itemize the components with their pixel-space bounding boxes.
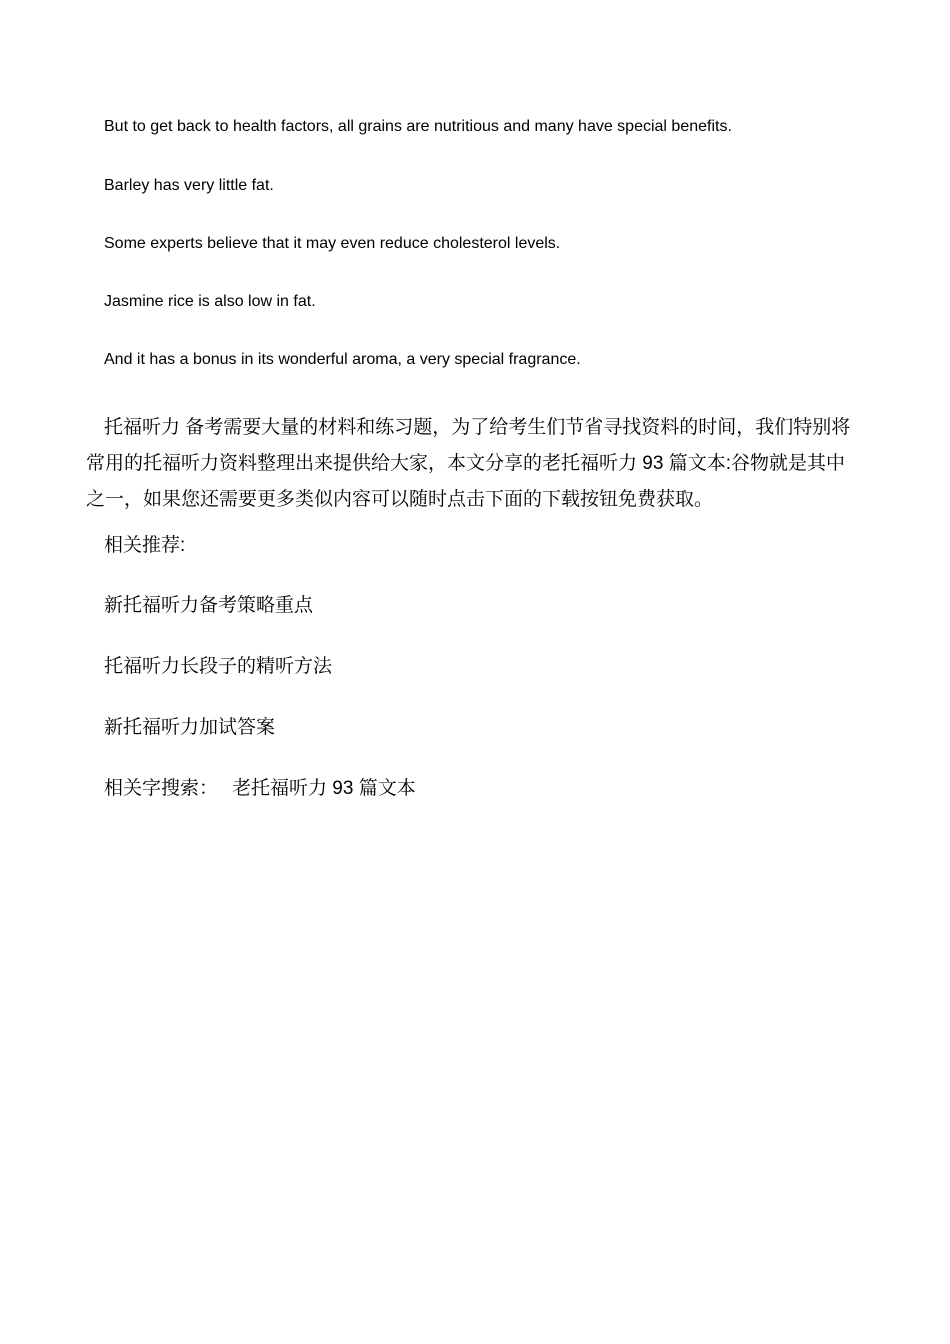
related-link-1[interactable]: 新托福听力备考策略重点 xyxy=(104,595,314,616)
english-line-4: Jasmine rice is also low in fat. xyxy=(104,293,316,310)
keyword-search-link[interactable]: 老托福听力 93 篇文本 xyxy=(232,778,416,799)
keyword-search-label: 相关字搜索： xyxy=(104,778,219,799)
related-heading: 相关推荐: xyxy=(104,535,186,556)
english-line-1: But to get back to health factors, all grains are nutritious and many have special benefits. xyxy=(104,118,732,135)
keyword-search-row xyxy=(104,777,416,801)
related-link-2[interactable]: 托福听力长段子的精听方法 xyxy=(104,656,333,677)
english-line-5: And it has a bonus in its wonderful aroma, a very special fragrance. xyxy=(104,351,581,368)
english-line-3: Some experts believe that it may even reduce cholesterol levels. xyxy=(104,235,561,252)
intro-paragraph: 托福听力 备考需要大量的材料和练习题，为了给考生们节省寻找资料的时间，我们特别将常用的托福听力资料整理出来提供给大家，本文分享的老托福听力 93 篇文本:谷物就是其中之一，如果您还需要更多类似内容可以随时点击下面的下载按钮免费获取。 xyxy=(86,417,851,510)
related-link-3[interactable]: 新托福听力加试答案 xyxy=(104,717,276,738)
english-line-2: Barley has very little fat. xyxy=(104,177,274,194)
